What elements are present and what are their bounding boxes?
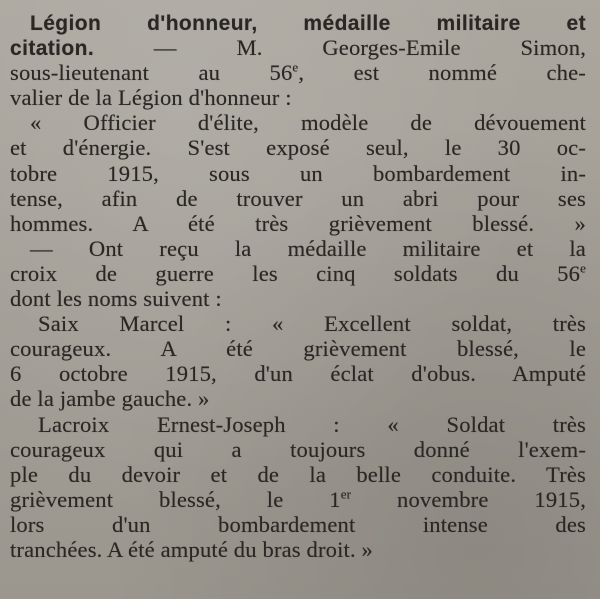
superscript: e (292, 59, 299, 75)
quote-line: tense, afin de trouver un abri pour ses (10, 185, 586, 211)
superscript: e (580, 260, 586, 276)
citation-line (10, 487, 586, 512)
citation-line: 6 octobre 1915, d'un éclat d'obus. Amputé (10, 361, 586, 387)
article-heading: Légion d'honneur, médaille militaire et (30, 12, 586, 35)
superscript: er (340, 486, 352, 502)
text-span: grièvement blessé, le 1 (10, 486, 341, 512)
quote-line: hommes. A été très grièvement blessé. » (10, 210, 586, 236)
article-line (10, 35, 586, 60)
text-span: — M. Georges-Emile Simon, (94, 35, 586, 61)
quote-line: tobre 1915, sous un bombardement in- (10, 160, 586, 186)
citation-line: lors d'un bombardement intense des (10, 511, 586, 537)
article-line (10, 261, 586, 286)
citation-line: ple du devoir et de la belle conduite. Très (10, 461, 586, 487)
quote-line: « Officier d'élite, modèle de dévouement (30, 110, 586, 136)
article-column (10, 10, 586, 562)
article-line (10, 60, 586, 85)
citation-line: Saix Marcel : « Excellent soldat, très (38, 311, 586, 337)
article-line (10, 10, 586, 35)
article-line: dont les noms suivent : (10, 286, 222, 312)
article-line: valier de la Légion d'honneur : (10, 85, 292, 111)
quote-line: et d'énergie. S'est exposé seul, le 30 oc- (10, 135, 586, 161)
text-span: novembre 1915, (351, 486, 586, 512)
article-line: — Ont reçu la médaille militaire et la (30, 235, 586, 261)
citation-line: Lacroix Ernest-Joseph : « Soldat très (38, 411, 586, 437)
citation-line: de la jambe gauche. » (10, 386, 210, 412)
citation-line: courageux. A été grièvement blessé, le (10, 336, 586, 362)
citation-line: courageux qui a toujours donné l'exem- (10, 436, 586, 462)
citation-line: tranchées. A été amputé du bras droit. » (10, 536, 373, 562)
article-heading-continued: citation. (10, 37, 95, 61)
text-span: croix de guerre les cinq soldats du 56 (10, 260, 581, 286)
text-span: sous-lieutenant au 56 (10, 60, 293, 86)
text-span: , est nommé che- (298, 60, 586, 86)
